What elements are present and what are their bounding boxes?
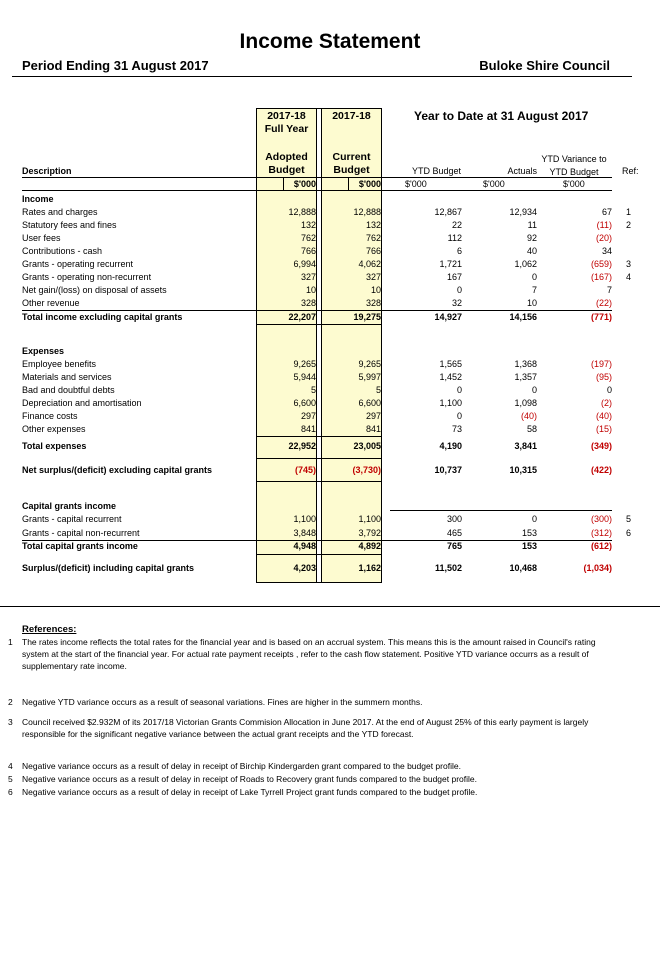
table-row <box>0 513 660 526</box>
adopted-value: 22,207 <box>288 312 316 322</box>
ref-header: Ref: <box>622 166 639 176</box>
adopted-year-header: 2017-18 <box>267 110 306 122</box>
income-heading: Income <box>22 194 54 204</box>
references-heading: References: <box>22 624 77 635</box>
variance-value: (771) <box>590 312 612 322</box>
reference-item <box>0 760 660 774</box>
row-label: Employee benefits <box>22 359 97 369</box>
table-row <box>0 258 660 271</box>
col-bottom-border <box>256 582 382 583</box>
adopted-value: 327 <box>300 272 316 282</box>
adopted-budget-header: Adopted Budget <box>265 151 308 176</box>
table-row <box>0 410 660 423</box>
variance-value: (167) <box>590 272 612 282</box>
capital-heading: Capital grants income <box>22 501 117 511</box>
table-row <box>0 297 660 310</box>
actuals-value: 40 <box>526 246 537 256</box>
row-label: Surplus/(deficit) including capital grants <box>22 563 195 573</box>
table-row <box>0 371 660 384</box>
reference-text: Negative YTD variance occurs as a result of seasonal variations. Fines are higher in the summern months. <box>22 697 423 707</box>
current-year-header: 2017-18 <box>332 110 371 122</box>
adopted-value: 132 <box>300 220 316 230</box>
surplus-row <box>0 562 660 575</box>
ytd-budget-value: 112 <box>447 233 462 243</box>
actuals-value: 11 <box>527 220 537 230</box>
variance-value: (40) <box>595 411 612 421</box>
total-income-row <box>0 311 660 324</box>
variance-value: (312) <box>590 528 612 538</box>
adopted-value: (745) <box>294 465 316 475</box>
reference-item <box>0 696 660 710</box>
row-label: Finance costs <box>22 411 78 421</box>
table-row <box>0 232 660 245</box>
adopted-value: 5,944 <box>293 372 316 382</box>
variance-value: (20) <box>595 233 612 243</box>
actuals-value: 1,357 <box>514 372 537 382</box>
ref-value: 5 <box>626 514 632 524</box>
actuals-value: 0 <box>531 514 537 524</box>
table-row <box>0 358 660 371</box>
actuals-value: 7 <box>531 285 537 295</box>
current-value: 328 <box>365 298 381 308</box>
unit-adopted: $'000 <box>293 179 316 189</box>
adopted-value: 4,203 <box>293 563 316 573</box>
adopted-value: 841 <box>300 424 316 434</box>
ytd-budget-value: 1,721 <box>439 259 462 269</box>
actuals-value: 10 <box>526 298 537 308</box>
table-row <box>0 206 660 219</box>
row-label: Statutory fees and fines <box>22 220 117 230</box>
adopted-sub-header: Full Year <box>264 123 309 135</box>
row-label: Net surplus/(deficit) excluding capital grants <box>22 465 213 475</box>
unit-ytd: $'000 <box>405 179 427 189</box>
ytd-budget-value: 12,867 <box>434 207 462 217</box>
variance-value: (612) <box>590 541 612 551</box>
current-value: 23,005 <box>353 441 381 451</box>
adopted-value: 328 <box>300 298 316 308</box>
reference-number: 2 <box>8 697 13 707</box>
row-label: Total capital grants income <box>22 541 138 551</box>
row-label: Depreciation and amortisation <box>22 398 142 408</box>
table-row <box>0 284 660 297</box>
unit-actuals: $'000 <box>483 179 505 189</box>
row-label: Other revenue <box>22 298 80 308</box>
current-value: 19,275 <box>353 312 381 322</box>
actuals-value: 14,156 <box>509 312 537 322</box>
adopted-value: 10 <box>305 285 316 295</box>
current-value: 5,997 <box>358 372 381 382</box>
reference-text: Negative variance occurs as a result of delay in receipt of Birchip Kindergarden grant compared to the budget profile. <box>22 761 461 771</box>
reference-item <box>0 773 660 787</box>
actuals-value: 1,368 <box>514 359 537 369</box>
current-value: 327 <box>365 272 381 282</box>
total-rule <box>257 481 382 482</box>
capital-heading-row <box>0 500 660 513</box>
reference-number: 6 <box>8 787 13 797</box>
row-label: Grants - capital recurrent <box>22 514 122 524</box>
reference-text: Negative variance occurs as a result of delay in receipt of Lake Tyrrell Project grant funds compared to the budget profile. <box>22 787 478 797</box>
reference-text: The rates income reflects the total rates for the financial year and is based on an accrual system. This means this is the amount raised in Council's rating system at the start of the financial year. For actual rate payment receipts , refer to the cash flow statement. Positive YTD variance occurrs as a result of supplementary rate income. <box>22 637 596 671</box>
variance-value: (422) <box>590 465 612 475</box>
adopted-value: 3,848 <box>293 528 316 538</box>
actuals-value: 92 <box>526 233 537 243</box>
ref-value: 4 <box>626 272 632 282</box>
ytd-budget-value: 10,737 <box>434 465 462 475</box>
current-value: 1,162 <box>358 563 381 573</box>
variance-value: (1,034) <box>583 563 612 573</box>
adopted-value: 1,100 <box>293 514 316 524</box>
actuals-value: 10,315 <box>509 465 537 475</box>
ref-value: 1 <box>626 207 632 217</box>
ytd-budget-value: 4,190 <box>439 441 462 451</box>
total-rule <box>257 458 382 459</box>
ytd-budget-value: 765 <box>446 541 462 551</box>
actuals-value: 0 <box>531 385 537 395</box>
ytd-budget-value: 22 <box>451 220 462 230</box>
variance-value: (95) <box>595 372 612 382</box>
total-expenses-row <box>0 440 660 453</box>
total-rule <box>257 324 382 325</box>
ref-value: 6 <box>626 528 632 538</box>
total-capital-row <box>0 540 660 553</box>
adopted-value: 766 <box>300 246 316 256</box>
current-value: 6,600 <box>358 398 381 408</box>
ytd-budget-value: 6 <box>456 246 462 256</box>
table-row <box>0 527 660 540</box>
adopted-value: 6,994 <box>293 259 316 269</box>
variance-value: 67 <box>601 207 612 217</box>
ytd-budget-value: 14,927 <box>434 312 462 322</box>
current-value: 762 <box>365 233 381 243</box>
actuals-value: 12,934 <box>509 207 537 217</box>
ytd-budget-value: 11,502 <box>434 563 462 573</box>
current-value: 766 <box>365 246 381 256</box>
table-row <box>0 219 660 232</box>
ytd-budget-value: 32 <box>451 298 462 308</box>
current-value: 9,265 <box>358 359 381 369</box>
expenses-heading: Expenses <box>22 346 65 356</box>
row-label: Total expenses <box>22 441 87 451</box>
variance-value: (300) <box>590 514 612 524</box>
variance-value: (349) <box>590 441 612 451</box>
row-label: Grants - operating recurrent <box>22 259 134 269</box>
variance-value: 0 <box>606 385 612 395</box>
row-label: Other expenses <box>22 424 86 434</box>
ytd-budget-value: 0 <box>456 385 462 395</box>
variance-value: (22) <box>595 298 612 308</box>
ytd-title: Year to Date at 31 August 2017 <box>414 109 589 123</box>
adopted-value: 12,888 <box>288 207 316 217</box>
current-value: 4,892 <box>358 541 381 551</box>
council-name: Buloke Shire Council <box>479 58 610 73</box>
row-label: Materials and services <box>22 372 112 382</box>
reference-number: 5 <box>8 774 13 784</box>
actuals-value: 1,062 <box>514 259 537 269</box>
adopted-value: 5 <box>310 385 316 395</box>
col-top-border <box>256 108 382 109</box>
current-value: (3,730) <box>352 465 381 475</box>
row-label: Total income excluding capital grants <box>22 312 183 322</box>
row-label: Grants - capital non-recurrent <box>22 528 140 538</box>
table-row <box>0 271 660 284</box>
row-label: Grants - operating non-recurrent <box>22 272 152 282</box>
actuals-value: 58 <box>526 424 537 434</box>
period-label: Period Ending 31 August 2017 <box>22 58 209 73</box>
net-surplus-row <box>0 464 660 477</box>
variance-value: (11) <box>596 220 612 230</box>
ytd-budget-header: YTD Budget <box>411 166 461 176</box>
unit-variance: $'000 <box>563 179 585 189</box>
row-label: Net gain/(loss) on disposal of assets <box>22 285 167 295</box>
variance-value: 7 <box>606 285 612 295</box>
adopted-value: 9,265 <box>293 359 316 369</box>
actuals-value: 0 <box>531 272 537 282</box>
header-divider <box>12 76 632 77</box>
current-value: 3,792 <box>358 528 381 538</box>
units-row <box>0 178 660 191</box>
actuals-header: Actuals <box>507 166 537 176</box>
ref-value: 3 <box>626 259 632 269</box>
actuals-value: 153 <box>521 528 537 538</box>
variance-value: (15) <box>595 424 612 434</box>
variance-value: (2) <box>601 398 612 408</box>
variance-value: (197) <box>590 359 612 369</box>
current-value: 841 <box>365 424 381 434</box>
actuals-value: 3,841 <box>514 441 537 451</box>
actuals-value: 153 <box>521 541 537 551</box>
actuals-value: 10,468 <box>509 563 537 573</box>
variance-value: (659) <box>590 259 612 269</box>
reference-text: Negative variance occurs as a result of delay in receipt of Roads to Recovery grant funds compared to the budget profile. <box>22 774 477 784</box>
variance-value: 34 <box>601 246 612 256</box>
ytd-budget-value: 73 <box>451 424 462 434</box>
actuals-value: (40) <box>520 411 537 421</box>
current-value: 297 <box>365 411 381 421</box>
unit-current: $'000 <box>358 179 381 189</box>
current-value: 4,062 <box>358 259 381 269</box>
row-label: Rates and charges <box>22 207 98 217</box>
row-label: Contributions - cash <box>22 246 103 256</box>
table-row <box>0 397 660 410</box>
page-title: Income Statement <box>239 30 421 53</box>
reference-number: 3 <box>8 717 13 727</box>
current-value: 12,888 <box>353 207 381 217</box>
description-header: Description <box>22 166 72 176</box>
ytd-budget-value: 167 <box>446 272 462 282</box>
income-heading-row <box>0 193 660 206</box>
reference-item <box>0 786 660 800</box>
reference-number: 4 <box>8 761 13 771</box>
adopted-value: 762 <box>300 233 316 243</box>
actuals-value: 1,098 <box>514 398 537 408</box>
ytd-budget-value: 300 <box>446 514 462 524</box>
current-budget-header: Current Budget <box>332 151 371 176</box>
ytd-budget-value: 1,565 <box>439 359 462 369</box>
variance-header: YTD Variance to YTD Budget <box>541 154 607 177</box>
reference-item <box>0 716 660 744</box>
current-value: 132 <box>365 220 381 230</box>
adopted-value: 297 <box>300 411 316 421</box>
current-value: 10 <box>370 285 381 295</box>
ref-value: 2 <box>626 220 632 230</box>
adopted-value: 6,600 <box>293 398 316 408</box>
adopted-value: 22,952 <box>288 441 316 451</box>
reference-item <box>0 636 660 676</box>
total-rule <box>257 436 382 437</box>
ytd-budget-value: 0 <box>456 411 462 421</box>
reference-number: 1 <box>8 637 13 647</box>
table-row <box>0 384 660 397</box>
ytd-budget-value: 0 <box>456 285 462 295</box>
ytd-budget-value: 1,100 <box>439 398 462 408</box>
section-rule <box>390 510 612 511</box>
ytd-budget-value: 465 <box>446 528 462 538</box>
table-row <box>0 245 660 258</box>
row-label: Bad and doubtful debts <box>22 385 115 395</box>
references-divider <box>0 606 660 607</box>
reference-text: Council received $2.932M of its 2017/18 Victorian Grants Commision Allocation in June 2017. At the end of August 25% of this early payment is largely responsible for the significant negative variance between the actual grant receipts and the YTD forecast. <box>22 717 589 739</box>
current-value: 1,100 <box>358 514 381 524</box>
adopted-value: 4,948 <box>293 541 316 551</box>
total-rule <box>257 554 382 555</box>
ytd-budget-value: 1,452 <box>439 372 462 382</box>
table-row <box>0 423 660 436</box>
row-label: User fees <box>22 233 61 243</box>
current-value: 5 <box>375 385 381 395</box>
expenses-heading-row <box>0 345 660 358</box>
